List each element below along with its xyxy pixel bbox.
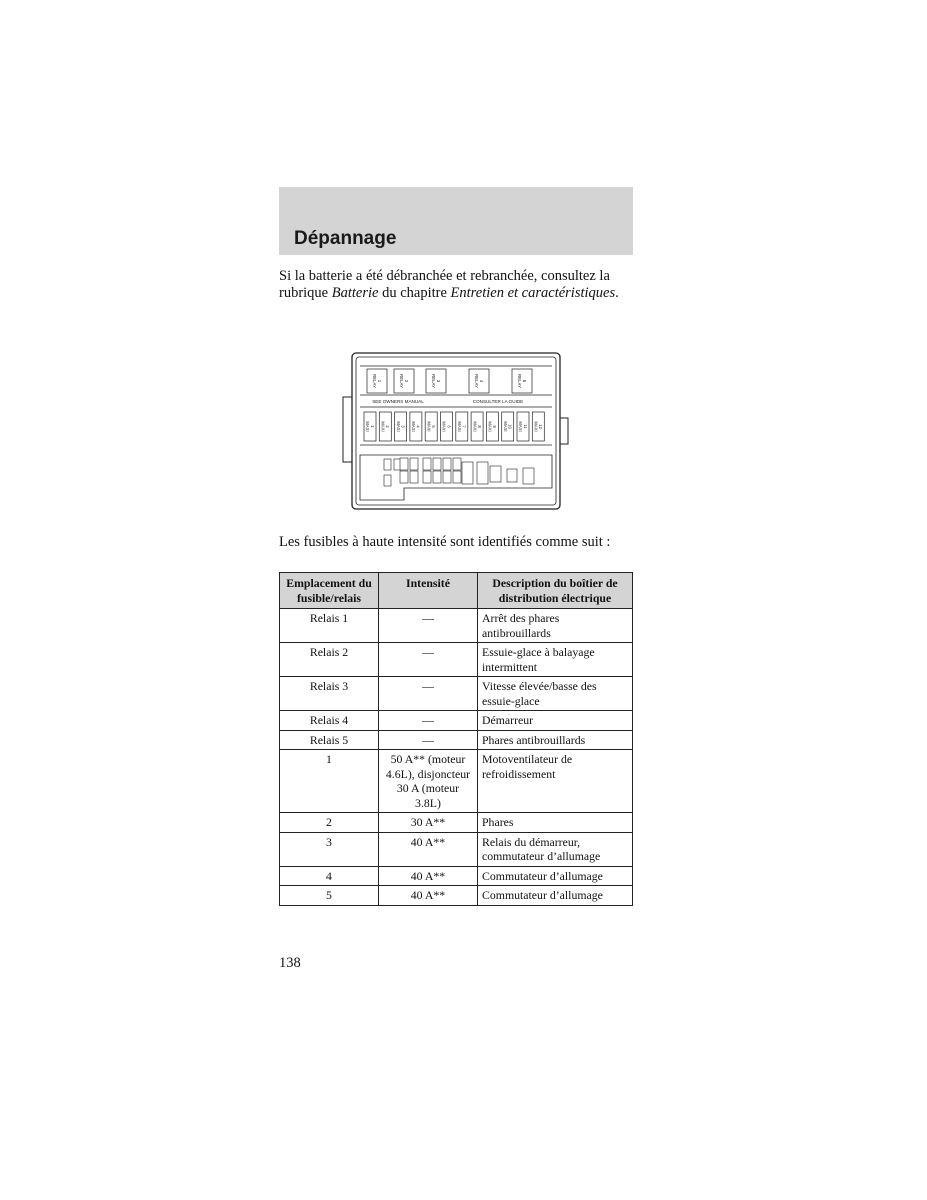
- consulter-guide-label: CONSULTER LA GUIDE: [472, 399, 524, 404]
- cell-location: 5: [280, 886, 379, 906]
- table-header-row: [280, 573, 633, 609]
- cell-location: 4: [280, 866, 379, 886]
- table-row: [280, 730, 633, 750]
- cell-description: Commutateur d’allumage: [478, 886, 633, 906]
- maxi-fuse-3-label: 3MAXI: [395, 421, 406, 432]
- maxi-fuse-5: [425, 412, 437, 441]
- maxi-fuse-12: [532, 412, 544, 441]
- header-description: Description du boîtier de distribution électrique: [478, 573, 633, 609]
- intro-ref-batterie: Batterie: [331, 285, 379, 301]
- cell-description: Vitesse élevée/basse des essuie-glace: [478, 677, 633, 711]
- maxi-fuse-6-label: 6MAXI: [441, 421, 452, 432]
- table-row: [280, 643, 633, 677]
- maxi-fuse-8: [471, 412, 483, 441]
- cell-description: Phares antibrouillards: [478, 730, 633, 750]
- header-location: Emplacement du fusible/relais: [280, 573, 379, 609]
- cell-location: Relais 4: [280, 711, 379, 731]
- cell-description: Démarreur: [478, 711, 633, 731]
- cell-description: Motoventilateur de refroidissement: [478, 750, 633, 813]
- table-row: [280, 609, 633, 643]
- maxi-fuse-1: [364, 412, 376, 441]
- maxi-fuse-7: [456, 412, 468, 441]
- intro-ref-entretien: Entretien et caractéristiques: [450, 285, 616, 301]
- relay-2-label: 2RELAY: [399, 373, 409, 389]
- maxi-fuse-5-label: 5MAXI: [426, 421, 437, 432]
- maxi-fuse-9: [486, 412, 498, 441]
- maxi-fuse-11: [517, 412, 529, 441]
- cell-description: Commutateur d’allumage: [478, 866, 633, 886]
- cell-location: Relais 5: [280, 730, 379, 750]
- maxi-fuse-4: [410, 412, 422, 441]
- cell-amperage: 40 A**: [379, 886, 478, 906]
- table-row: [280, 813, 633, 833]
- maxi-fuse-3: [395, 412, 407, 441]
- maxi-fuse-1-label: 1MAXI: [365, 421, 375, 432]
- intro-paragraph: [279, 268, 639, 302]
- cell-description: Essuie-glace à balayage intermittent: [478, 643, 633, 677]
- cell-location: Relais 1: [280, 609, 379, 643]
- cell-description: Phares: [478, 813, 633, 833]
- cell-amperage: —: [379, 711, 478, 731]
- relay-5-label: 5RELAY: [517, 373, 527, 389]
- relay-4-label: 4RELAY: [474, 373, 484, 389]
- page-number: 138: [279, 955, 301, 971]
- relay-3: [426, 369, 446, 393]
- fuse-box-diagram: [340, 352, 570, 510]
- cell-amperage: 40 A**: [379, 866, 478, 886]
- cell-amperage: 50 A** (moteur 4.6L), disjoncteur 30 A (moteur 3.8L): [379, 750, 478, 813]
- maxi-fuse-10: [502, 412, 514, 441]
- table-row: [280, 886, 633, 906]
- maxi-fuse-4-label: 4MAXI: [411, 421, 421, 432]
- maxi-fuse-9-label: 9MAXI: [487, 421, 498, 432]
- table-row: [280, 711, 633, 731]
- section-title: Dépannage: [294, 228, 397, 249]
- cell-description: Arrêt des phares antibrouillards: [478, 609, 633, 643]
- relay-3-label: 3RELAY: [431, 373, 441, 389]
- table-row: [280, 750, 633, 813]
- right-tab: [560, 418, 568, 444]
- cell-location: 2: [280, 813, 379, 833]
- cell-description: Relais du démarreur, commutateur d’allumage: [478, 832, 633, 866]
- owners-manual-label: SEE OWNERS MANUAL: [372, 399, 424, 404]
- relay-5: [512, 369, 532, 393]
- cell-amperage: 40 A**: [379, 832, 478, 866]
- cell-location: 3: [280, 832, 379, 866]
- table-row: [280, 832, 633, 866]
- intro-text-1: Si la batterie a été débranchée et rebranchée, consultez la rubrique: [279, 268, 610, 301]
- maxi-fuse-10-label: 10MAXI: [502, 421, 513, 432]
- table-row: [280, 866, 633, 886]
- maxi-fuse-7-label: 7MAXI: [457, 421, 467, 432]
- cell-amperage: —: [379, 730, 478, 750]
- cell-amperage: 30 A**: [379, 813, 478, 833]
- relay-1: [367, 369, 387, 393]
- relay-2: [394, 369, 414, 393]
- header-amperage: Intensité: [379, 573, 478, 609]
- cell-location: Relais 3: [280, 677, 379, 711]
- intro-text-2: du chapitre: [378, 285, 451, 301]
- maxi-fuse-11-label: 11MAXI: [518, 421, 528, 432]
- cell-amperage: —: [379, 677, 478, 711]
- fuse-caption: Les fusibles à haute intensité sont identifiés comme suit :: [279, 534, 611, 550]
- maxi-fuse-2: [379, 412, 391, 441]
- cell-location: 1: [280, 750, 379, 813]
- fuse-table: [279, 572, 633, 906]
- left-tab: [343, 397, 352, 462]
- maxi-fuse-2-label: 2MAXI: [380, 421, 391, 432]
- relay-4: [469, 369, 489, 393]
- cell-amperage: —: [379, 609, 478, 643]
- maxi-fuse-8-label: 8MAXI: [472, 421, 482, 432]
- cell-location: Relais 2: [280, 643, 379, 677]
- intro-text-3: .: [615, 285, 619, 301]
- relay-1-label: 1RELAY: [372, 373, 382, 389]
- cell-amperage: —: [379, 643, 478, 677]
- maxi-fuse-12-label: 12MAXI: [533, 421, 544, 432]
- maxi-fuse-6: [441, 412, 453, 441]
- table-row: [280, 677, 633, 711]
